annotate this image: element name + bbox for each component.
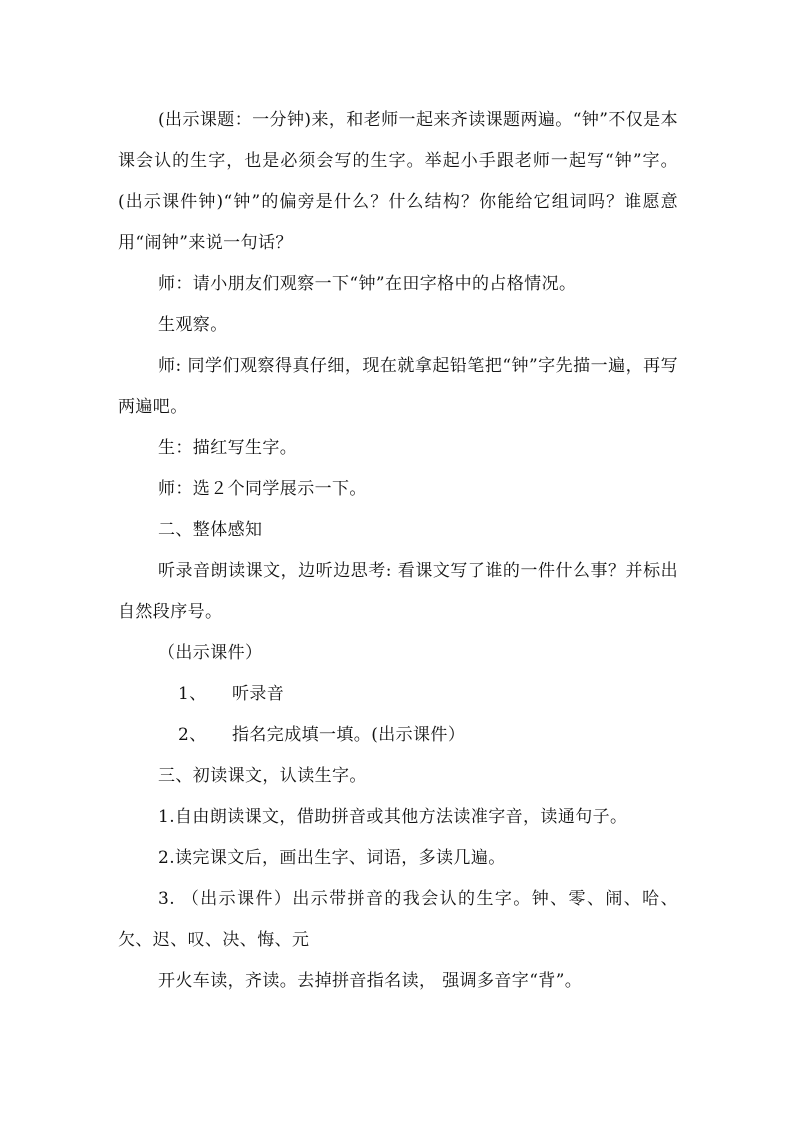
paragraph-step-2: 2.读完课文后，画出生字、词语，多读几遍。 [158,848,506,868]
paragraph-student-trace: 生：描红写生字。 [158,438,298,458]
paragraph-listen-recording: 听录音朗读课文，边听边思考: 看课文写了谁的一件什么事？并标出自然段序号。 [118,561,678,622]
paragraph-student-observe: 生观察。 [158,315,228,335]
list-item-number: 1、 [178,684,207,704]
section-heading-overall: 二、整体感知 [158,520,263,540]
paragraph-step-3: 3. （出示课件）出示带拼音的我会认的生字。钟、零、闹、哈、欠、迟、叹、决、悔、元 [118,889,678,950]
paragraph-teacher-trace: 师: 同学们观察得真仔细，现在就拿起铅笔把“钟”字先描一遍，再写两遍吧。 [118,356,678,417]
list-item [118,715,678,756]
paragraph-train-read: 开火车读，齐读。去掉拼音指名读， 强调多音字“背”。 [158,971,583,991]
paragraph-teacher-display: 师：选２个同学展示一下。 [158,479,367,499]
list-item-number: 2、 [178,725,207,745]
document-body [118,100,678,1002]
list-item-text: 听录音 [232,684,285,704]
paragraph-lesson-title: (出示课题：一分钟)来，和老师一起来齐读课题两遍。“钟”不仅是本课会认的生字，也是必须会写的生字。举起小手跟老师一起写“钟”字。(出示课件钟)“钟”的偏旁是什么？什么结构？你能给它组词吗？谁愿意用“闹钟”来说一句话？ [118,110,678,253]
paragraph-teacher-observe: 师：请小朋友们观察一下“钟”在田字格中的占格情况。 [158,274,577,294]
paragraph-step-1: 1.自由朗读课文，借助拼音或其他方法读准字音，读通句子。 [158,807,628,827]
paragraph-show-courseware: （出示课件） [158,643,263,663]
section-heading-first-read: 三、初读课文，认读生字。 [158,766,367,786]
list-item [118,674,678,715]
list-item-text: 指名完成填一填。(出示课件） [232,725,466,745]
